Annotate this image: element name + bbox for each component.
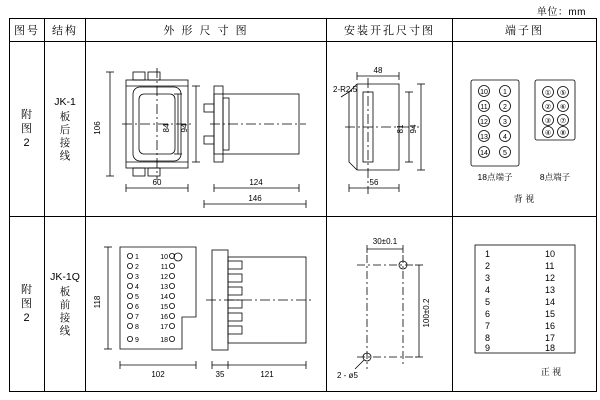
table-header-row (10, 19, 597, 42)
svg-text:1: 1 (135, 254, 139, 261)
svg-text:8: 8 (135, 324, 139, 331)
svg-text:⑥: ⑥ (559, 104, 567, 111)
dim-81: 81 (396, 124, 405, 134)
terminal-drawing-2 (453, 217, 596, 391)
svg-text:5: 5 (135, 294, 139, 301)
svg-text:12: 12 (480, 119, 488, 126)
svg-text:17: 17 (160, 324, 168, 331)
structure-model-1: JK-1 (54, 95, 76, 108)
svg-text:16: 16 (160, 314, 168, 321)
dim-94: 94 (180, 123, 189, 133)
header-structure: 结构 (45, 19, 86, 42)
svg-text:1: 1 (503, 89, 507, 96)
drawing-no-label-1: 附图2 (21, 109, 33, 149)
svg-text:2: 2 (135, 264, 139, 271)
mounting-drawing-2 (327, 217, 452, 391)
svg-text:6: 6 (485, 309, 491, 319)
dim-102: 102 (151, 370, 165, 379)
svg-text:14: 14 (480, 150, 488, 157)
cell-structure-2 (45, 217, 86, 392)
dim-124: 124 (249, 178, 263, 187)
dim-121: 121 (260, 370, 274, 379)
svg-text:3: 3 (135, 274, 139, 281)
cell-mounting-1 (327, 42, 453, 217)
svg-text:3: 3 (503, 119, 507, 126)
structure-text-2: 板前接线 (59, 285, 71, 337)
svg-text:17: 17 (545, 333, 556, 343)
svg-text:11: 11 (160, 264, 168, 271)
svg-text:18: 18 (160, 337, 168, 344)
dim-30: 30±0.1 (372, 237, 398, 246)
dim-2-phi5: 2 - ø5 (337, 371, 358, 380)
svg-text:16: 16 (545, 321, 556, 331)
svg-text:7: 7 (135, 314, 139, 321)
header-drawing-no: 图号 (10, 19, 45, 42)
dim-146: 146 (248, 194, 262, 203)
svg-text:10: 10 (545, 249, 556, 259)
terminal-drawing-1 (453, 42, 596, 216)
table-row (10, 217, 597, 392)
svg-text:9: 9 (485, 343, 491, 353)
svg-text:15: 15 (160, 304, 168, 311)
svg-text:5: 5 (503, 150, 507, 157)
view-label-1: 背 视 (513, 194, 535, 204)
dim-100: 100±0.2 (422, 298, 431, 328)
dim-60: 60 (152, 178, 162, 187)
svg-text:2: 2 (503, 104, 507, 111)
svg-text:13: 13 (480, 134, 488, 141)
svg-text:13: 13 (160, 284, 168, 291)
dim-94-mount: 94 (409, 124, 418, 134)
svg-text:1: 1 (485, 249, 491, 259)
svg-text:4: 4 (135, 284, 139, 291)
svg-text:11: 11 (480, 104, 488, 111)
svg-text:15: 15 (545, 309, 556, 319)
svg-text:⑧: ⑧ (559, 130, 567, 137)
cell-terminal-2 (453, 217, 597, 392)
dim-35: 35 (215, 370, 225, 379)
structure-text-1: 板后接线 (59, 110, 71, 162)
cell-drawing-no-2 (10, 217, 45, 392)
cell-mounting-2 (327, 217, 453, 392)
svg-text:②: ② (544, 104, 552, 111)
svg-text:12: 12 (545, 273, 556, 283)
header-outline-dimension: 外 形 尺 寸 图 (86, 19, 327, 42)
svg-text:5: 5 (485, 297, 491, 307)
svg-text:3: 3 (485, 273, 491, 283)
table-row (10, 42, 597, 217)
structure-info-2 (45, 271, 85, 338)
svg-text:10: 10 (480, 89, 488, 96)
unit-note: 单位：mm (536, 7, 586, 18)
svg-text:7: 7 (485, 321, 491, 331)
cell-drawing-no-1 (10, 42, 45, 217)
mounting-drawing-1 (327, 42, 452, 216)
outline-drawing-1 (86, 42, 326, 216)
svg-text:①: ① (544, 90, 552, 97)
header-mounting-cutout: 安装开孔尺寸图 (327, 19, 453, 42)
outline-drawing-2 (86, 217, 326, 391)
cell-outline-1 (86, 42, 327, 217)
dimension-table (9, 18, 597, 392)
right-terminal-title-1: 8点端子 (539, 172, 571, 182)
structure-model-2: JK-1Q (50, 270, 80, 283)
svg-text:⑦: ⑦ (559, 118, 567, 125)
svg-text:11: 11 (545, 261, 555, 271)
svg-text:④: ④ (544, 130, 552, 137)
svg-text:9: 9 (135, 337, 139, 344)
dim-48: 48 (373, 66, 383, 75)
svg-text:③: ③ (544, 118, 552, 125)
svg-text:4: 4 (503, 134, 507, 141)
cell-outline-2 (86, 217, 327, 392)
structure-info-1 (45, 96, 85, 163)
svg-text:18: 18 (545, 343, 556, 353)
header-terminal-diagram: 端子图 (453, 19, 597, 42)
dim-118: 118 (93, 295, 102, 309)
svg-text:14: 14 (545, 297, 556, 307)
svg-text:12: 12 (160, 274, 168, 281)
dim-56: 56 (369, 178, 379, 187)
dim-84: 84 (162, 123, 171, 133)
svg-text:6: 6 (135, 304, 139, 311)
dim-2-R2.5: 2-R2.5 (333, 85, 358, 94)
svg-text:8: 8 (485, 333, 491, 343)
svg-text:10: 10 (160, 254, 168, 261)
svg-text:14: 14 (160, 294, 168, 301)
cell-terminal-1 (453, 42, 597, 217)
svg-text:2: 2 (485, 261, 491, 271)
left-terminal-title-1: 18点端子 (477, 172, 513, 182)
view-label-2: 正 视 (540, 367, 562, 377)
svg-text:13: 13 (545, 285, 556, 295)
cell-structure-1 (45, 42, 86, 217)
dim-106: 106 (93, 121, 102, 135)
svg-text:4: 4 (485, 285, 491, 295)
svg-text:⑤: ⑤ (559, 90, 567, 97)
drawing-no-label-2: 附图2 (21, 284, 33, 324)
